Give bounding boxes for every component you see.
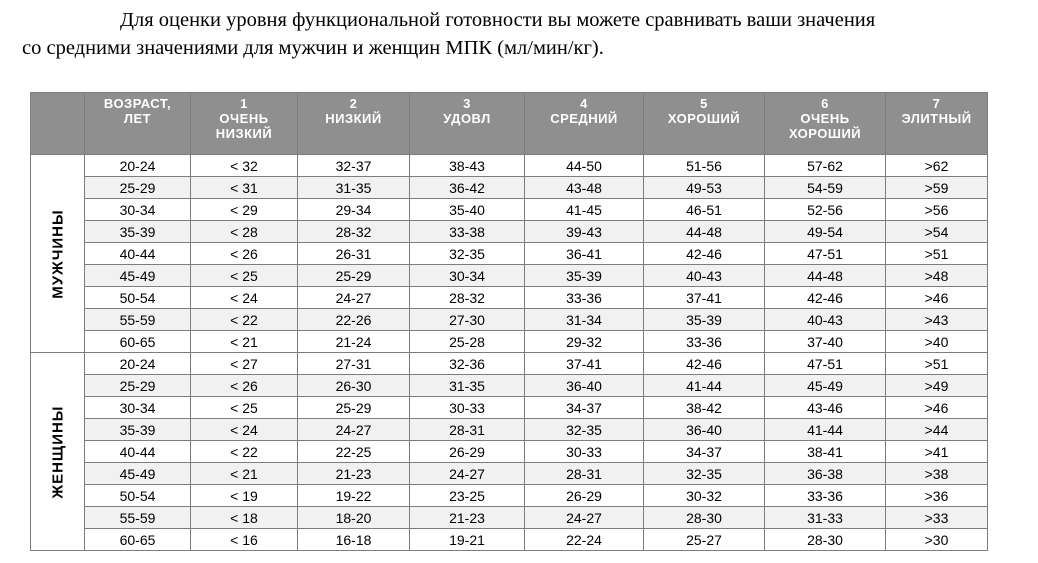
- vo2-value-cell: < 18: [191, 507, 298, 529]
- age-range-cell: 60-65: [85, 529, 191, 551]
- vo2-value-cell: 30-32: [644, 485, 765, 507]
- age-range-cell: 45-49: [85, 265, 191, 287]
- vo2-value-cell: 25-29: [298, 265, 410, 287]
- header-text-line: НИЗКИЙ: [215, 126, 273, 141]
- table-row: [31, 199, 988, 221]
- vo2-value-cell: < 22: [191, 441, 298, 463]
- vo2-value-cell: 37-40: [765, 331, 886, 353]
- vo2-value-cell: 35-39: [644, 309, 765, 331]
- vo2-value-cell: 22-25: [298, 441, 410, 463]
- vo2-value-cell: 36-40: [644, 419, 765, 441]
- age-range-cell: 40-44: [85, 243, 191, 265]
- vo2-value-cell: >48: [886, 265, 988, 287]
- vo2-value-cell: < 25: [191, 397, 298, 419]
- vo2-value-cell: 22-24: [525, 529, 644, 551]
- header-text-line: 1: [240, 96, 248, 111]
- age-range-cell: 55-59: [85, 507, 191, 529]
- header-level-6-very-good: [765, 93, 886, 155]
- table-row: [31, 309, 988, 331]
- group-label-men: МУЖЧИНЫ: [49, 208, 66, 299]
- vo2-value-cell: 41-44: [765, 419, 886, 441]
- vo2-value-cell: < 21: [191, 463, 298, 485]
- vo2-value-cell: < 21: [191, 331, 298, 353]
- table-row: [31, 287, 988, 309]
- vo2-value-cell: < 22: [191, 309, 298, 331]
- vo2-value-cell: < 26: [191, 375, 298, 397]
- vo2-value-cell: >46: [886, 397, 988, 419]
- vo2-value-cell: 32-35: [644, 463, 765, 485]
- vo2-value-cell: >44: [886, 419, 988, 441]
- vo2-value-cell: 51-56: [644, 155, 765, 177]
- header-text-line: СРЕДНИЙ: [550, 111, 618, 126]
- header-text-line: 4: [580, 96, 588, 111]
- vo2-value-cell: 21-23: [410, 507, 525, 529]
- header-text-line: ХОРОШИЙ: [788, 126, 862, 141]
- table-row: [31, 485, 988, 507]
- age-range-cell: 40-44: [85, 441, 191, 463]
- vo2-value-cell: 24-27: [525, 507, 644, 529]
- vo2-value-cell: 42-46: [644, 243, 765, 265]
- vo2-value-cell: 36-38: [765, 463, 886, 485]
- header-text-line: 5: [700, 96, 708, 111]
- vo2-value-cell: 36-42: [410, 177, 525, 199]
- vo2-value-cell: < 26: [191, 243, 298, 265]
- age-range-cell: 55-59: [85, 309, 191, 331]
- table-row: [31, 463, 988, 485]
- vo2-value-cell: 26-29: [410, 441, 525, 463]
- vo2-value-cell: 41-45: [525, 199, 644, 221]
- vo2-value-cell: 26-29: [525, 485, 644, 507]
- age-range-cell: 45-49: [85, 463, 191, 485]
- vo2-value-cell: >38: [886, 463, 988, 485]
- vo2-value-cell: 42-46: [644, 353, 765, 375]
- vo2-value-cell: 24-27: [410, 463, 525, 485]
- header-group-column: [31, 93, 85, 155]
- vo2-value-cell: 35-40: [410, 199, 525, 221]
- vo2-value-cell: 19-22: [298, 485, 410, 507]
- table-row: [31, 419, 988, 441]
- header-text-line: ХОРОШИЙ: [667, 111, 741, 126]
- vo2-value-cell: 41-44: [644, 375, 765, 397]
- age-range-cell: 50-54: [85, 485, 191, 507]
- vo2-value-cell: 37-41: [525, 353, 644, 375]
- vo2-value-cell: 43-48: [525, 177, 644, 199]
- header-text-line: ВОЗРАСТ,: [103, 96, 172, 111]
- vo2-value-cell: 19-21: [410, 529, 525, 551]
- age-range-cell: 25-29: [85, 177, 191, 199]
- vo2-value-cell: 21-23: [298, 463, 410, 485]
- table-row: [31, 243, 988, 265]
- vo2-value-cell: 40-43: [765, 309, 886, 331]
- age-range-cell: 50-54: [85, 287, 191, 309]
- vo2-value-cell: 26-30: [298, 375, 410, 397]
- vo2-value-cell: 28-32: [298, 221, 410, 243]
- vo2-value-cell: 22-26: [298, 309, 410, 331]
- vo2-value-cell: >56: [886, 199, 988, 221]
- vo2-value-cell: 40-43: [644, 265, 765, 287]
- vo2-value-cell: 36-40: [525, 375, 644, 397]
- vo2-value-cell: 26-31: [298, 243, 410, 265]
- table-row: [31, 397, 988, 419]
- age-range-cell: 35-39: [85, 221, 191, 243]
- vo2-value-cell: < 32: [191, 155, 298, 177]
- header-text-line: 6: [821, 96, 829, 111]
- vo2-value-cell: 27-30: [410, 309, 525, 331]
- vo2-value-cell: 18-20: [298, 507, 410, 529]
- vo2-value-cell: < 25: [191, 265, 298, 287]
- vo2-value-cell: 35-39: [525, 265, 644, 287]
- intro-line-2: со средними значениями для мужчин и женщин МПК (мл/мин/кг).: [22, 37, 604, 59]
- vo2-value-cell: 28-30: [644, 507, 765, 529]
- vo2-value-cell: 32-35: [525, 419, 644, 441]
- vo2-value-cell: 37-41: [644, 287, 765, 309]
- age-range-cell: 30-34: [85, 199, 191, 221]
- vo2-value-cell: 23-25: [410, 485, 525, 507]
- vo2-value-cell: 45-49: [765, 375, 886, 397]
- vo2-value-cell: 57-62: [765, 155, 886, 177]
- vo2-value-cell: 31-33: [765, 507, 886, 529]
- group-cell-women: [31, 353, 85, 551]
- vo2-value-cell: 29-32: [525, 331, 644, 353]
- header-level-2-low: [298, 93, 410, 155]
- vo2-value-cell: >51: [886, 243, 988, 265]
- vo2-value-cell: 42-46: [765, 287, 886, 309]
- vo2-value-cell: >43: [886, 309, 988, 331]
- vo2-value-cell: 28-31: [525, 463, 644, 485]
- vo2-value-cell: >41: [886, 441, 988, 463]
- vo2-value-cell: 28-32: [410, 287, 525, 309]
- vo2-value-cell: 49-53: [644, 177, 765, 199]
- vo2-value-cell: 49-54: [765, 221, 886, 243]
- age-range-cell: 25-29: [85, 375, 191, 397]
- vo2-value-cell: >62: [886, 155, 988, 177]
- vo2-value-cell: 31-35: [298, 177, 410, 199]
- vo2-value-cell: 32-37: [298, 155, 410, 177]
- header-text-line: ЛЕТ: [123, 111, 152, 126]
- intro-line-1: Для оценки уровня функциональной готовности вы можете сравнивать ваши значения: [120, 9, 876, 31]
- vo2-value-cell: < 24: [191, 419, 298, 441]
- table-row: [31, 221, 988, 243]
- age-range-cell: 30-34: [85, 397, 191, 419]
- header-text-line: 2: [349, 96, 358, 111]
- vo2-value-cell: 52-56: [765, 199, 886, 221]
- age-range-cell: 35-39: [85, 419, 191, 441]
- vo2-value-cell: 27-31: [298, 353, 410, 375]
- vo2-value-cell: 39-43: [525, 221, 644, 243]
- vo2-value-cell: 25-27: [644, 529, 765, 551]
- vo2-value-cell: >36: [886, 485, 988, 507]
- vo2-value-cell: 25-29: [298, 397, 410, 419]
- vo2-value-cell: 32-35: [410, 243, 525, 265]
- vo2-value-cell: 54-59: [765, 177, 886, 199]
- vo2-value-cell: 47-51: [765, 353, 886, 375]
- vo2max-norms-table: [30, 92, 988, 551]
- vo2-value-cell: < 24: [191, 287, 298, 309]
- header-level-1-very-low: [191, 93, 298, 155]
- vo2-value-cell: 47-51: [765, 243, 886, 265]
- table-body: [31, 155, 988, 551]
- vo2-value-cell: 33-36: [644, 331, 765, 353]
- group-cell-men: [31, 155, 85, 353]
- vo2-value-cell: 43-46: [765, 397, 886, 419]
- vo2-value-cell: < 28: [191, 221, 298, 243]
- vo2-value-cell: 33-36: [765, 485, 886, 507]
- age-range-cell: 20-24: [85, 353, 191, 375]
- vo2-value-cell: 33-36: [525, 287, 644, 309]
- table-row: [31, 155, 988, 177]
- header-text-line: ОЧЕНЬ: [219, 111, 269, 126]
- vo2-value-cell: 44-48: [765, 265, 886, 287]
- header-age: [85, 93, 191, 155]
- table-row: [31, 353, 988, 375]
- vo2-value-cell: >33: [886, 507, 988, 529]
- vo2-value-cell: >59: [886, 177, 988, 199]
- vo2-value-cell: 28-31: [410, 419, 525, 441]
- vo2-value-cell: 34-37: [644, 441, 765, 463]
- table-row: [31, 265, 988, 287]
- vo2-value-cell: >49: [886, 375, 988, 397]
- vo2-value-cell: 28-30: [765, 529, 886, 551]
- vo2-value-cell: < 27: [191, 353, 298, 375]
- header-level-3-satisfactory: [410, 93, 525, 155]
- table-row: [31, 529, 988, 551]
- table-row: [31, 441, 988, 463]
- vo2-value-cell: 31-34: [525, 309, 644, 331]
- vo2-value-cell: >40: [886, 331, 988, 353]
- vo2-value-cell: 36-41: [525, 243, 644, 265]
- header-level-5-good: [644, 93, 765, 155]
- vo2-value-cell: >46: [886, 287, 988, 309]
- header-text-line: УДОВЛ: [443, 111, 491, 126]
- header-level-7-elite: [886, 93, 988, 155]
- vo2-value-cell: 30-33: [525, 441, 644, 463]
- table-row: [31, 177, 988, 199]
- vo2-value-cell: < 19: [191, 485, 298, 507]
- age-range-cell: 60-65: [85, 331, 191, 353]
- table-row: [31, 507, 988, 529]
- header-text-line: 7: [932, 96, 941, 111]
- vo2-value-cell: 16-18: [298, 529, 410, 551]
- vo2-value-cell: < 31: [191, 177, 298, 199]
- vo2-value-cell: 30-33: [410, 397, 525, 419]
- vo2-value-cell: 24-27: [298, 419, 410, 441]
- vo2-value-cell: < 16: [191, 529, 298, 551]
- age-range-cell: 20-24: [85, 155, 191, 177]
- vo2-value-cell: 38-42: [644, 397, 765, 419]
- vo2-value-cell: 34-37: [525, 397, 644, 419]
- header-level-4-average: [525, 93, 644, 155]
- vo2-value-cell: 38-41: [765, 441, 886, 463]
- vo2-value-cell: >51: [886, 353, 988, 375]
- header-text-line: ЭЛИТНЫЙ: [901, 111, 972, 126]
- vo2-value-cell: 29-34: [298, 199, 410, 221]
- header-text-line: 3: [463, 96, 471, 111]
- vo2-value-cell: 31-35: [410, 375, 525, 397]
- group-label-women: ЖЕНЩИНЫ: [49, 405, 66, 498]
- intro-paragraph: [22, 6, 1032, 62]
- vo2-value-cell: 25-28: [410, 331, 525, 353]
- vo2-value-cell: 46-51: [644, 199, 765, 221]
- vo2-value-cell: 38-43: [410, 155, 525, 177]
- vo2-value-cell: 30-34: [410, 265, 525, 287]
- vo2-value-cell: 21-24: [298, 331, 410, 353]
- table-header-row: [31, 93, 988, 155]
- vo2-value-cell: 24-27: [298, 287, 410, 309]
- vo2-value-cell: 32-36: [410, 353, 525, 375]
- vo2-value-cell: 44-50: [525, 155, 644, 177]
- table-row: [31, 331, 988, 353]
- vo2-value-cell: < 29: [191, 199, 298, 221]
- vo2-value-cell: 33-38: [410, 221, 525, 243]
- header-text-line: ОЧЕНЬ: [800, 111, 850, 126]
- vo2-value-cell: >54: [886, 221, 988, 243]
- vo2-value-cell: >30: [886, 529, 988, 551]
- table-row: [31, 375, 988, 397]
- header-text-line: НИЗКИЙ: [325, 111, 382, 126]
- vo2-value-cell: 44-48: [644, 221, 765, 243]
